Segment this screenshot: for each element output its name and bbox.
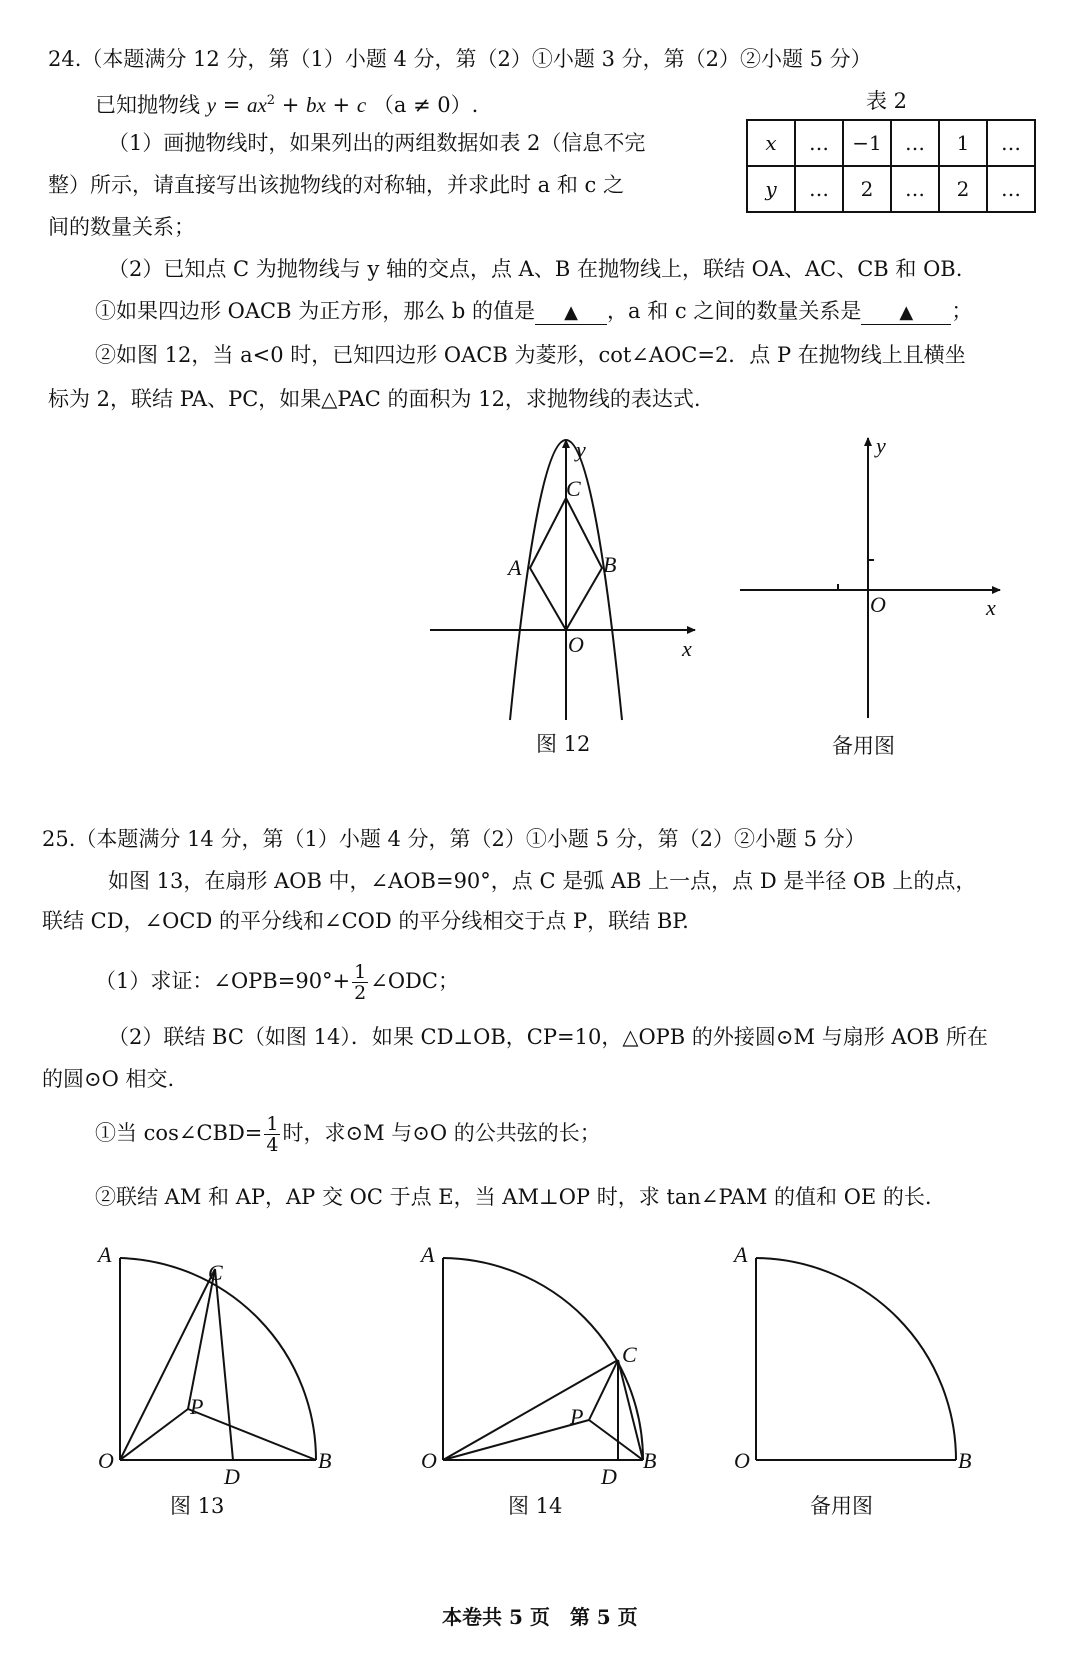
spare-label-x: x (986, 595, 996, 620)
q25-part1-suffix: ∠ODC； (370, 969, 459, 993)
fig14-label-B: B (643, 1448, 657, 1473)
answer-blank-b[interactable]: ▲ (535, 302, 607, 325)
q24-part2b-line2: 标为 2，联结 PA、PC，如果△PAC 的面积为 12，求抛物线的表达式. (48, 387, 701, 411)
figure-13 (120, 1258, 316, 1460)
fig13-segment-OC (120, 1269, 215, 1460)
fig14-label-A: A (421, 1242, 435, 1267)
q24-part2a-prefix: ①如果四边形 OACB 为正方形，那么 b 的值是 (95, 299, 536, 323)
q25-part2-line2: 的圆⊙O 相交. (42, 1067, 175, 1091)
q24-intro-prefix: 已知抛物线 (95, 93, 200, 117)
table-cell: … (987, 166, 1035, 212)
figure-24-spare (740, 438, 1000, 718)
q24-table-title: 表 2 (866, 89, 908, 113)
fig13-label-C: C (208, 1260, 223, 1285)
spare25-arc-AB (756, 1258, 956, 1460)
fig12-label-O: O (568, 632, 584, 657)
q25-part2-line1: （2）联结 BC（如图 14）．如果 CD⊥OB，CP=10，△OPB 的外接圆⊙M 与扇形 AOB 所在 (108, 1025, 988, 1049)
fig25-spare-caption: 备用图 (810, 1494, 873, 1518)
q24-part1-line1: （1）画抛物线时，如果列出的两组数据如表 2（信息不完 (108, 131, 646, 155)
fig14-segment-OC (443, 1360, 618, 1460)
q24-header: 24.（本题满分 12 分，第（1）小题 4 分，第（2）①小题 3 分，第（2）②小题 5 分） (48, 47, 872, 71)
q24-part2b-line1: ②如图 12，当 a<0 时，已知四边形 OACB 为菱形，cot∠AOC=2．点 P 在抛物线上且横坐 (95, 343, 966, 367)
q25-part2a-suffix: 时，求⊙M 与⊙O 的公共弦的长； (282, 1121, 601, 1145)
table-cell: x (747, 120, 795, 166)
spare-label-y: y (876, 433, 886, 458)
fig14-label-D: D (601, 1464, 617, 1489)
fraction-denominator: 2 (354, 982, 367, 1004)
fig12-caption: 图 12 (536, 732, 591, 756)
q24-part2a-mid: ，a 和 c 之间的数量关系是 (607, 299, 862, 323)
q24-part1-line3: 间的数量关系； (48, 215, 195, 239)
spare25-label-B: B (958, 1448, 972, 1473)
fig13-caption: 图 13 (170, 1494, 225, 1518)
fig12-label-C: C (566, 476, 581, 501)
fig14-label-O: O (421, 1448, 437, 1473)
figure-12 (430, 440, 695, 720)
q25-intro-line2: 联结 CD，∠OCD 的平分线和∠COD 的平分线相交于点 P，联结 BP. (42, 909, 689, 933)
fig12-label-y: y (576, 437, 586, 462)
fig13-segment-OP (120, 1409, 188, 1460)
figure-25-spare (756, 1258, 956, 1460)
fig13-segment-PB (188, 1409, 316, 1460)
table-cell: … (891, 166, 939, 212)
q25-header: 25.（本题满分 14 分，第（1）小题 4 分，第（2）①小题 5 分，第（2）②小题 5 分） (42, 827, 866, 851)
q25-part2a-prefix: ①当 cos∠CBD= (95, 1121, 263, 1145)
fig14-caption: 图 14 (508, 1494, 563, 1518)
fig14-segment-OP (443, 1420, 589, 1460)
spare25-label-O: O (734, 1448, 750, 1473)
table-cell: 1 (939, 120, 987, 166)
answer-blank-ac[interactable]: ▲ (861, 302, 951, 325)
figure-14 (443, 1258, 643, 1460)
fraction-one-half (352, 962, 368, 1003)
q25-part2a (95, 1110, 601, 1156)
fig13-segment-CD (215, 1269, 233, 1460)
q25-part2b: ②联结 AM 和 AP，AP 交 OC 于点 E，当 AM⊥OP 时，求 tan∠PAM 的值和 OE 的长. (95, 1185, 932, 1209)
fig14-label-C: C (622, 1342, 637, 1367)
table-cell: −1 (843, 120, 891, 166)
q24-parabola-formula: $y = ax^2$ + bx + c (206, 93, 367, 117)
q24-intro-suffix: （a ≠ 0）. (372, 93, 479, 117)
fig13-label-A: A (98, 1242, 112, 1267)
fig14-arc-AB (443, 1258, 643, 1460)
fig12-label-x: x (682, 636, 692, 661)
table-cell: … (987, 120, 1035, 166)
fig12-label-A: A (508, 555, 522, 580)
fraction-one-quarter (264, 1114, 280, 1155)
fig13-label-B: B (318, 1448, 332, 1473)
table-cell: … (795, 166, 843, 212)
fig13-label-P: P (190, 1394, 204, 1419)
fig13-arc-AB (120, 1258, 316, 1460)
table-cell: … (795, 120, 843, 166)
q25-part1 (95, 958, 459, 1004)
q24-part1-line2: 整）所示，请直接写出该抛物线的对称轴，并求此时 a 和 c 之 (48, 173, 624, 197)
spare25-label-A: A (734, 1242, 748, 1267)
spare-label-O: O (870, 592, 886, 617)
fig13-label-D: D (224, 1464, 240, 1489)
fig13-segment-CP (188, 1269, 215, 1409)
q24-part2a-end: ； (951, 299, 973, 323)
fraction-numerator: 1 (266, 1113, 279, 1135)
fig12-label-B: B (603, 552, 617, 577)
fig24-spare-caption: 备用图 (832, 734, 895, 758)
fig13-label-O: O (98, 1448, 114, 1473)
table-cell: … (891, 120, 939, 166)
fraction-denominator: 4 (266, 1134, 279, 1156)
fig14-label-P: P (570, 1404, 584, 1429)
table-cell: y (747, 166, 795, 212)
table-cell: 2 (843, 166, 891, 212)
table-cell: 2 (939, 166, 987, 212)
page-footer: 本卷共 5 页 第 5 页 (442, 1605, 638, 1629)
fraction-numerator: 1 (354, 961, 367, 983)
q25-part1-prefix: （1）求证：∠OPB=90°+ (95, 969, 351, 993)
q24-part2-line1: （2）已知点 C 为抛物线与 y 轴的交点，点 A、B 在抛物线上，联结 OA、AC、CB 和 OB. (108, 257, 963, 281)
q25-intro-line1: 如图 13，在扇形 AOB 中，∠AOB=90°，点 C 是弧 AB 上一点，点 D 是半径 OB 上的点， (108, 869, 977, 893)
